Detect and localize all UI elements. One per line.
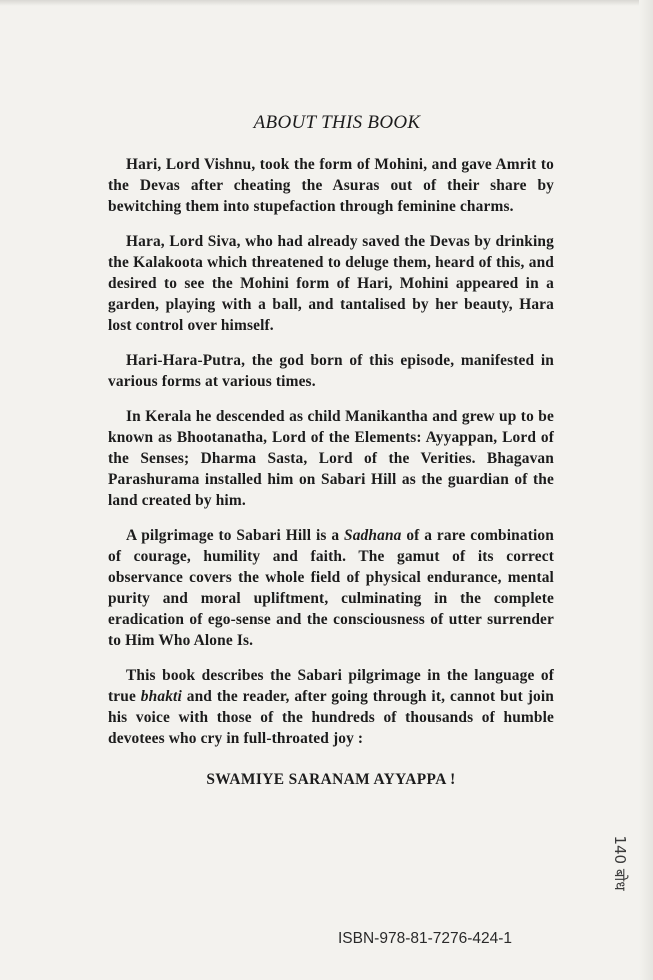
description-text-start: This book describes the Sabari pilgrimage in the language of true [108, 667, 554, 705]
page-title: ABOUT THIS BOOK [253, 112, 421, 133]
description-bhakti-term: bhakti [140, 688, 182, 705]
page-top-edge [0, 0, 653, 6]
handwritten-note: 140 बोध [611, 835, 629, 891]
paragraph-mohini: Hari, Lord Vishnu, took the form of Mohini, and gave Amrit to the Devas after cheating the Asuras out of their share by bewitching them into stupefaction through feminine charms. [108, 156, 554, 215]
pilgrimage-sadhana-term: Sadhana [344, 527, 402, 544]
closing-chant: SWAMIYE SARANAM AYYAPPA ! [206, 771, 456, 788]
back-cover-text [108, 112, 554, 789]
paragraph-hari-hara-putra: Hari-Hara-Putra, the god born of this episode, manifested in various forms at various times. [108, 352, 554, 390]
paragraph-hara: Hara, Lord Siva, who had already saved the Devas by drinking the Kalakoota which threatened to deluge them, heard of this, and desired to see the Mohini form of Hari, Mohini appeared in a garden, playing with a ball, and tantalised by her beauty, Hara lost control over himself. [108, 233, 554, 334]
paragraph-book-description [108, 665, 554, 749]
description-text-end: and the reader, after going through it, cannot but join his voice with those of the hundreds of thousands of humble devotees who cry in full-throated joy : [108, 688, 554, 747]
pilgrimage-text-start: A pilgrimage to Sabari Hill is a [126, 527, 344, 544]
paragraph-pilgrimage [108, 525, 554, 651]
paragraph-kerala: In Kerala he descended as child Manikantha and grew up to be known as Bhootanatha, Lord of the Elements: Ayyappan, Lord of the Senses; Dharma Sasta, Lord of the Verities. Bhagavan Parashurama installed him on Sabari Hill as the guardian of the land created by him. [108, 408, 554, 509]
pilgrimage-text-end: of a rare combination of courage, humility and faith. The gamut of its correct observance covers the whole field of physical endurance, mental purity and moral upliftment, culminating in the complete eradication of ego-sense and the consciousness of utter surrender to Him Who Alone Is. [108, 527, 554, 649]
page-right-edge [639, 0, 653, 980]
isbn-number: ISBN-978-81-7276-424-1 [338, 930, 513, 947]
